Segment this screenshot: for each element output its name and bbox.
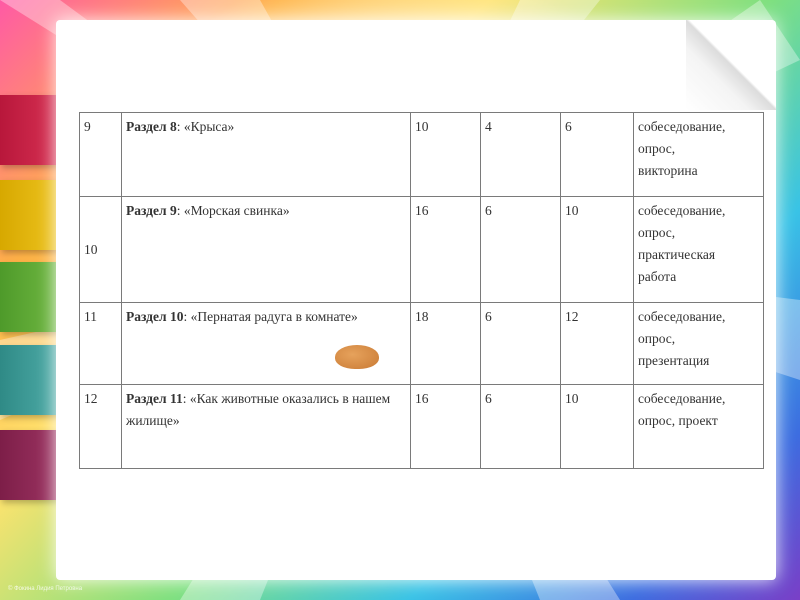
control-form bbox=[634, 303, 764, 385]
control-form-line: собеседование, bbox=[638, 119, 726, 134]
section-name: : «Пернатая радуга в комнате» bbox=[183, 309, 358, 324]
decorative-blob bbox=[335, 345, 379, 369]
section-name: : «Крыса» bbox=[176, 119, 235, 134]
section-title bbox=[122, 385, 411, 469]
table-row bbox=[80, 303, 764, 385]
hours-theory: 4 bbox=[481, 113, 561, 197]
copyright-text: © Фокина Лидия Петровна bbox=[8, 586, 83, 592]
hours-total: 16 bbox=[411, 197, 481, 303]
section-title bbox=[122, 303, 411, 385]
hours-total: 10 bbox=[411, 113, 481, 197]
table-row bbox=[80, 113, 764, 197]
row-number: 10 bbox=[80, 197, 122, 303]
control-form-line: работа bbox=[638, 269, 677, 284]
control-form bbox=[634, 385, 764, 469]
curriculum-table bbox=[79, 112, 764, 469]
section-label: Раздел 10 bbox=[126, 309, 184, 324]
page-curl bbox=[686, 20, 776, 110]
hours-theory: 6 bbox=[481, 385, 561, 469]
control-form bbox=[634, 197, 764, 303]
section-title bbox=[122, 113, 411, 197]
control-form-line: собеседование, bbox=[638, 309, 726, 324]
control-form-line: практическая bbox=[638, 247, 716, 262]
hours-total: 16 bbox=[411, 385, 481, 469]
section-name: : «Морская свинка» bbox=[176, 203, 290, 218]
section-title bbox=[122, 197, 411, 303]
section-label: Раздел 9 bbox=[126, 203, 177, 218]
section-label: Раздел 8 bbox=[126, 119, 177, 134]
table-row bbox=[80, 197, 764, 303]
section-label: Раздел 11 bbox=[126, 391, 183, 406]
row-number: 9 bbox=[80, 113, 122, 197]
row-number: 12 bbox=[80, 385, 122, 469]
table-row bbox=[80, 385, 764, 469]
control-form-line: опрос, bbox=[638, 225, 676, 240]
hours-total: 18 bbox=[411, 303, 481, 385]
hours-practice: 6 bbox=[561, 113, 634, 197]
control-form-line: опрос, bbox=[638, 141, 676, 156]
control-form-line: собеседование, bbox=[638, 203, 726, 218]
hours-practice: 10 bbox=[561, 197, 634, 303]
row-number: 11 bbox=[80, 303, 122, 385]
control-form-line: викторина bbox=[638, 163, 698, 178]
control-form-line: опрос, проект bbox=[638, 413, 718, 428]
control-form bbox=[634, 113, 764, 197]
hours-theory: 6 bbox=[481, 197, 561, 303]
hours-practice: 12 bbox=[561, 303, 634, 385]
hours-practice: 10 bbox=[561, 385, 634, 469]
section-name: : «Как животные оказались в нашем жилище» bbox=[126, 391, 391, 428]
control-form-line: собеседование, bbox=[638, 391, 726, 406]
control-form-line: опрос, bbox=[638, 331, 676, 346]
hours-theory: 6 bbox=[481, 303, 561, 385]
control-form-line: презентация bbox=[638, 353, 710, 368]
